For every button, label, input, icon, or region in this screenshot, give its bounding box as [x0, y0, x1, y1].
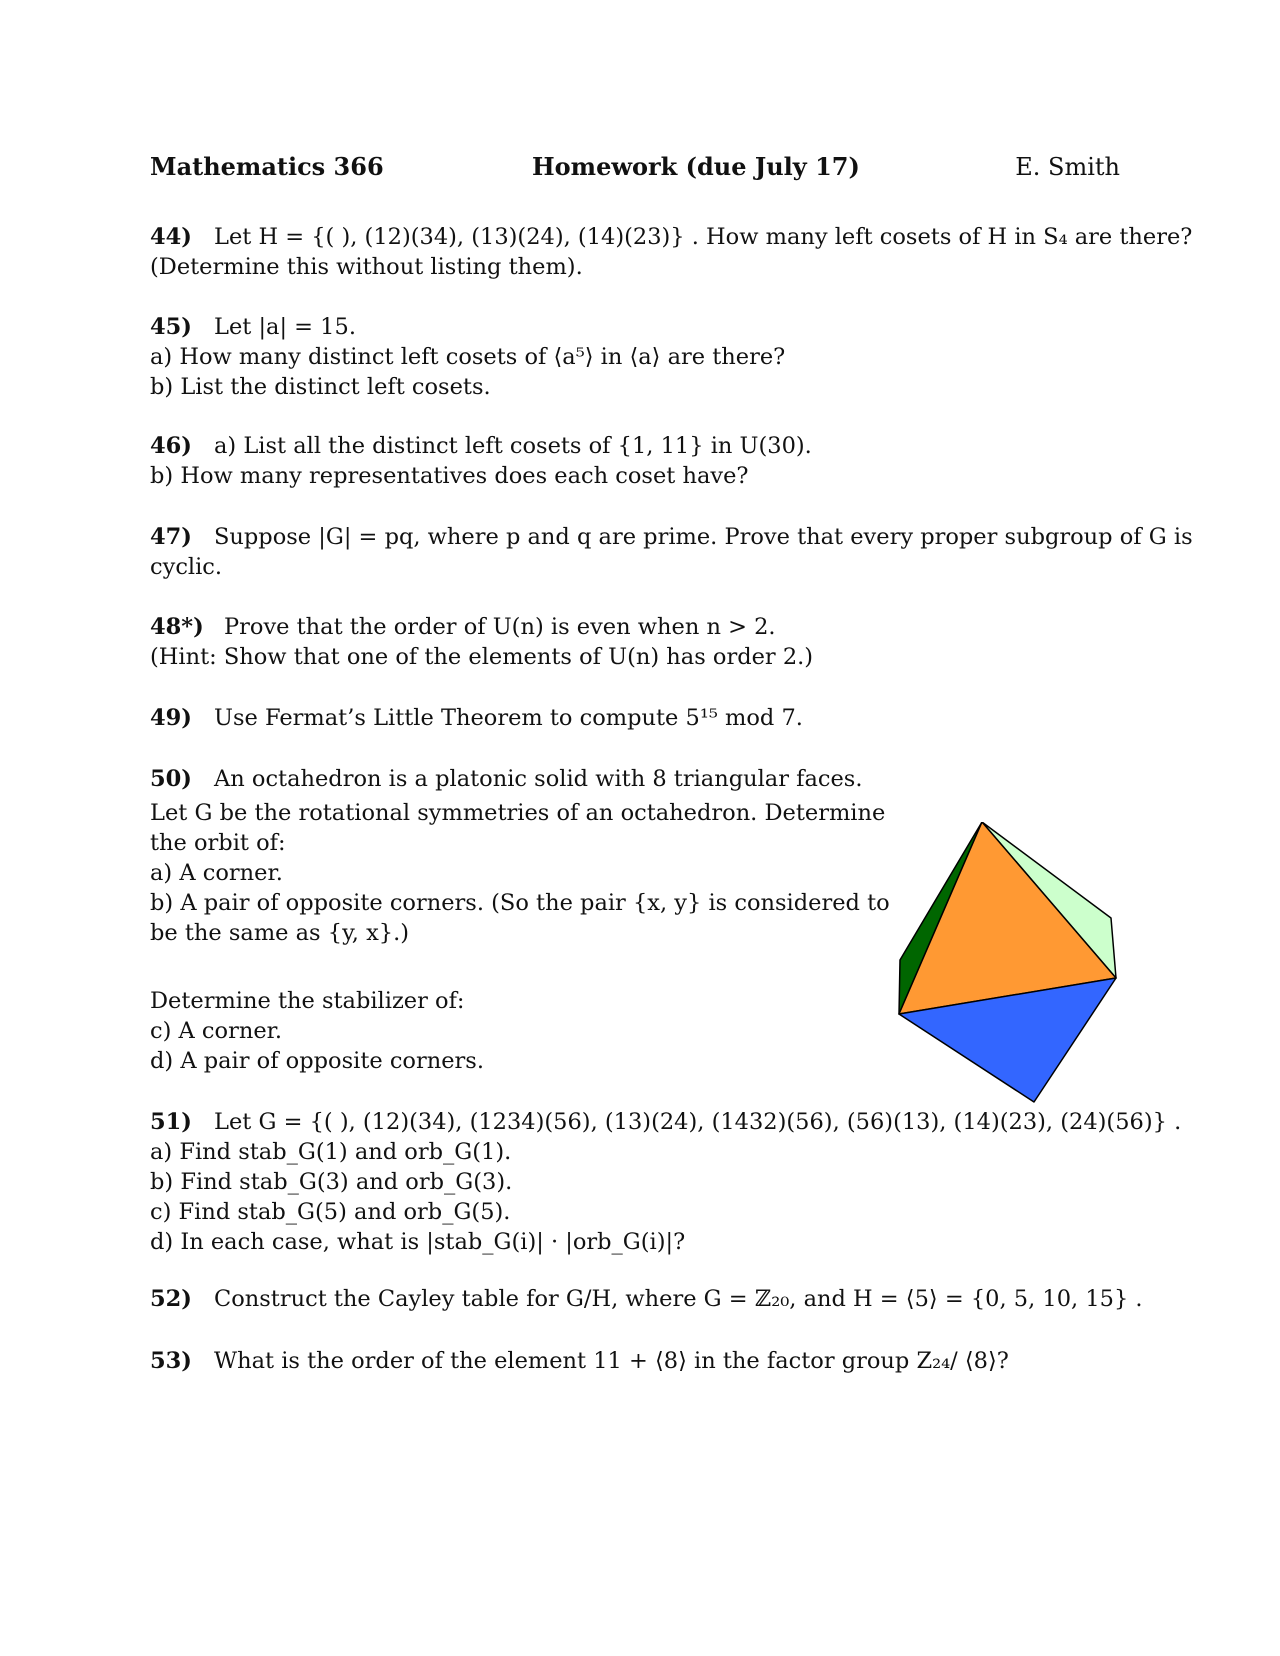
problem-53: [150, 1346, 1140, 1376]
problem-number: 50): [150, 766, 192, 792]
problem-44: [150, 222, 1193, 282]
problem-number: 48*): [150, 614, 204, 640]
problem-line: c) Find stab_G(5) and orb_G(5).: [150, 1199, 511, 1225]
problem-line: a) How many distinct left cosets of ⟨a⁵⟩ in ⟨a⟩ are there?: [150, 344, 786, 370]
problem-line: b) List the distinct left cosets.: [150, 374, 491, 400]
problem-51: [150, 1107, 1182, 1257]
problem-line: d) In each case, what is |stab_G(i)| · |orb_G(i)|?: [150, 1229, 686, 1255]
problem-line: Let G be the rotational symmetries of an octahedron. Determine: [150, 800, 886, 826]
problem-line: b) Find stab_G(3) and orb_G(3).: [150, 1169, 513, 1195]
problem-45: [150, 312, 1140, 402]
problem-line: c) A corner.: [150, 1018, 283, 1044]
problem-line: d) A pair of opposite corners.: [150, 1048, 484, 1074]
problem-49: [150, 703, 1140, 733]
author-name: E. Smith: [1015, 153, 1120, 181]
problem-line: What is the order of the element 11 + ⟨8⟩ in the factor group Z₂₄/ ⟨8⟩?: [214, 1348, 1009, 1374]
problem-number: 46): [150, 433, 192, 459]
problem-line: An octahedron is a platonic solid with 8 triangular faces.: [214, 766, 863, 792]
problem-number: 49): [150, 705, 192, 731]
problem-line: cyclic.: [150, 554, 223, 580]
problem-number: 53): [150, 1348, 192, 1374]
problem-line: a) A corner.: [150, 860, 283, 886]
problem-number: 45): [150, 314, 192, 340]
problem-line: Determine the stabilizer of:: [150, 988, 465, 1014]
problem-number: 47): [150, 524, 192, 550]
assignment-title: Homework (due July 17): [532, 152, 860, 181]
octahedron-figure: [880, 822, 1120, 1126]
course-title: Mathematics 366: [150, 152, 384, 181]
problem-line: the orbit of:: [150, 830, 286, 856]
problem-line: b) A pair of opposite corners. (So the pair {x, y} is considered to: [150, 890, 890, 916]
problem-48: [150, 612, 1140, 672]
problem-line: a) List all the distinct left cosets of {1, 11} in U(30).: [214, 433, 812, 459]
problem-number: 52): [150, 1286, 192, 1312]
problem-line: a) Find stab_G(1) and orb_G(1).: [150, 1139, 512, 1165]
problem-line: Prove that the order of U(n) is even when n > 2.: [224, 614, 776, 640]
problem-46: [150, 431, 1140, 491]
problem-line: Let H = {( ), (12)(34), (13)(24), (14)(23)} . How many left cosets of H in S₄ are there?: [214, 224, 1193, 250]
problem-line: Use Fermat’s Little Theorem to compute 5¹⁵ mod 7.: [214, 705, 803, 731]
problem-line: (Determine this without listing them).: [150, 254, 583, 280]
problem-line: Let G = {( ), (12)(34), (1234)(56), (13)(24), (1432)(56), (56)(13), (14)(23), (24)(56)} .: [214, 1109, 1182, 1135]
problem-number: 44): [150, 224, 192, 250]
problem-47: [150, 522, 1193, 582]
problem-line: Let |a| = 15.: [214, 314, 356, 340]
problem-number: 51): [150, 1109, 192, 1135]
problem-50: [150, 764, 890, 1076]
problem-line: b) How many representatives does each coset have?: [150, 463, 749, 489]
problem-line: (Hint: Show that one of the elements of U(n) has order 2.): [150, 644, 814, 670]
problem-line: Suppose |G| = pq, where p and q are prime. Prove that every proper subgroup of G is: [214, 524, 1193, 550]
page-header: [150, 152, 1120, 186]
problem-52: [150, 1284, 1143, 1314]
problem-line: Construct the Cayley table for G/H, where G = ℤ₂₀, and H = ⟨5⟩ = {0, 5, 10, 15} .: [214, 1286, 1143, 1312]
problem-line: be the same as {y, x}.): [150, 920, 410, 946]
